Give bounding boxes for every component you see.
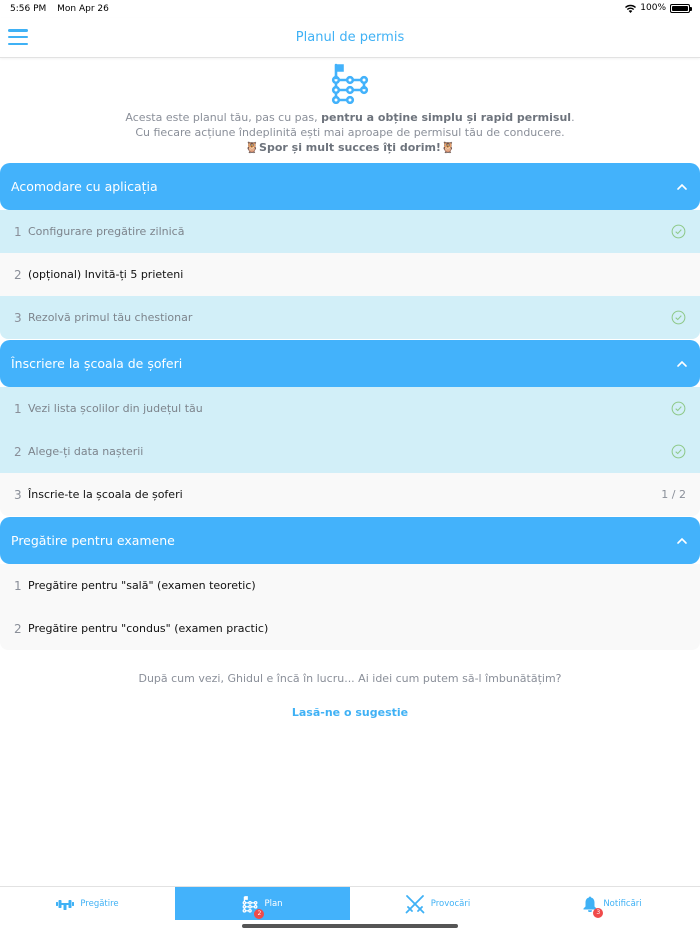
- step-label: Alege-ți data nașterii: [28, 445, 144, 458]
- plan-steps-icon: [330, 62, 370, 104]
- check-circle-icon: [671, 224, 686, 239]
- chevron-up-icon: [676, 358, 688, 370]
- nav-bar: [0, 18, 700, 58]
- step-label: Configurare pregătire zilnică: [28, 225, 185, 238]
- tab-label: Notificări: [603, 898, 642, 909]
- suggestion-link[interactable]: Lasă-ne o sugestie: [291, 706, 409, 719]
- step-label: Vezi lista școlilor din județul tău: [28, 402, 203, 415]
- owl-emoji-icon: 🦉: [245, 141, 260, 154]
- page-title: Planul de permis: [295, 30, 405, 45]
- chevron-up-icon: [676, 535, 688, 547]
- step-label: Rezolvă primul tău chestionar: [28, 311, 193, 324]
- check-circle-icon: [671, 310, 686, 325]
- tab-pregatire[interactable]: [0, 887, 175, 920]
- step-progress: 1 / 2: [661, 488, 686, 501]
- tab-notificari[interactable]: [525, 887, 700, 920]
- intro-line-1: Acesta este planul tău, pas cu pas, pentru a obține simplu și rapid permisul.: [125, 111, 575, 124]
- section-header[interactable]: [0, 517, 700, 564]
- battery-icon: [670, 4, 690, 13]
- section-acomodare: [0, 163, 700, 339]
- wifi-icon: [625, 4, 636, 13]
- status-bar: [0, 0, 700, 18]
- step-label: Pregătire pentru "sală" (examen teoretic): [28, 579, 256, 592]
- step-row[interactable]: 1 Configurare pregătire zilnică: [0, 210, 700, 253]
- step-row[interactable]: 2 (opțional) Invită-ți 5 prieteni: [0, 253, 700, 296]
- tab-provocari[interactable]: [350, 887, 525, 920]
- section-header[interactable]: [0, 340, 700, 387]
- chevron-up-icon: [676, 181, 688, 193]
- section-title: Acomodare cu aplicația: [11, 179, 158, 194]
- step-label: Înscrie-te la școala de șoferi: [28, 488, 183, 501]
- tab-bar: [0, 886, 700, 920]
- step-row[interactable]: 1 Vezi lista școlilor din județul tău: [0, 387, 700, 430]
- section-header[interactable]: [0, 163, 700, 210]
- status-date: Mon Apr 26: [57, 4, 109, 14]
- crossed-swords-icon: [405, 894, 425, 914]
- tab-label: Plan: [264, 898, 283, 909]
- section-examene: [0, 517, 700, 650]
- notification-badge: 2: [254, 909, 264, 919]
- step-row[interactable]: 2 Alege-ți data nașterii: [0, 430, 700, 473]
- tab-label: Provocări: [430, 898, 471, 909]
- check-circle-icon: [671, 401, 686, 416]
- section-title: Înscriere la școala de șoferi: [11, 356, 183, 371]
- step-row[interactable]: 3 Înscrie-te la școala de șoferi 1 / 2: [0, 473, 700, 516]
- intro-line-2: Cu fiecare acțiune îndeplinită ești mai aproape de permisul tău de conducere.: [135, 126, 565, 139]
- step-row[interactable]: 3 Rezolvă primul tău chestionar: [0, 296, 700, 339]
- step-row[interactable]: 1 Pregătire pentru "sală" (examen teoretic): [0, 564, 700, 607]
- home-indicator[interactable]: [242, 924, 458, 928]
- intro-line-3: 🦉Spor și mult succes îți dorim!🦉: [245, 141, 455, 154]
- intro: [0, 62, 700, 155]
- status-time: 5:56 PM: [10, 4, 47, 14]
- battery-percent: 100%: [640, 3, 666, 13]
- tab-label: Pregătire: [80, 898, 119, 909]
- footer-text: După cum vezi, Ghidul e încă în lucru... Ai idei cum putem să-l îmbunătățim?: [138, 672, 562, 685]
- step-label: (opțional) Invită-ți 5 prieteni: [28, 268, 184, 281]
- tab-plan[interactable]: [175, 887, 350, 920]
- section-inscriere: [0, 340, 700, 516]
- section-title: Pregătire pentru examene: [11, 533, 175, 548]
- notification-badge: 3: [593, 908, 603, 918]
- dumbbell-icon: [56, 898, 74, 910]
- step-row[interactable]: 2 Pregătire pentru "condus" (examen practic): [0, 607, 700, 650]
- step-label: Pregătire pentru "condus" (examen practic): [28, 622, 269, 635]
- owl-emoji-icon: 🦉: [440, 141, 455, 154]
- check-circle-icon: [671, 444, 686, 459]
